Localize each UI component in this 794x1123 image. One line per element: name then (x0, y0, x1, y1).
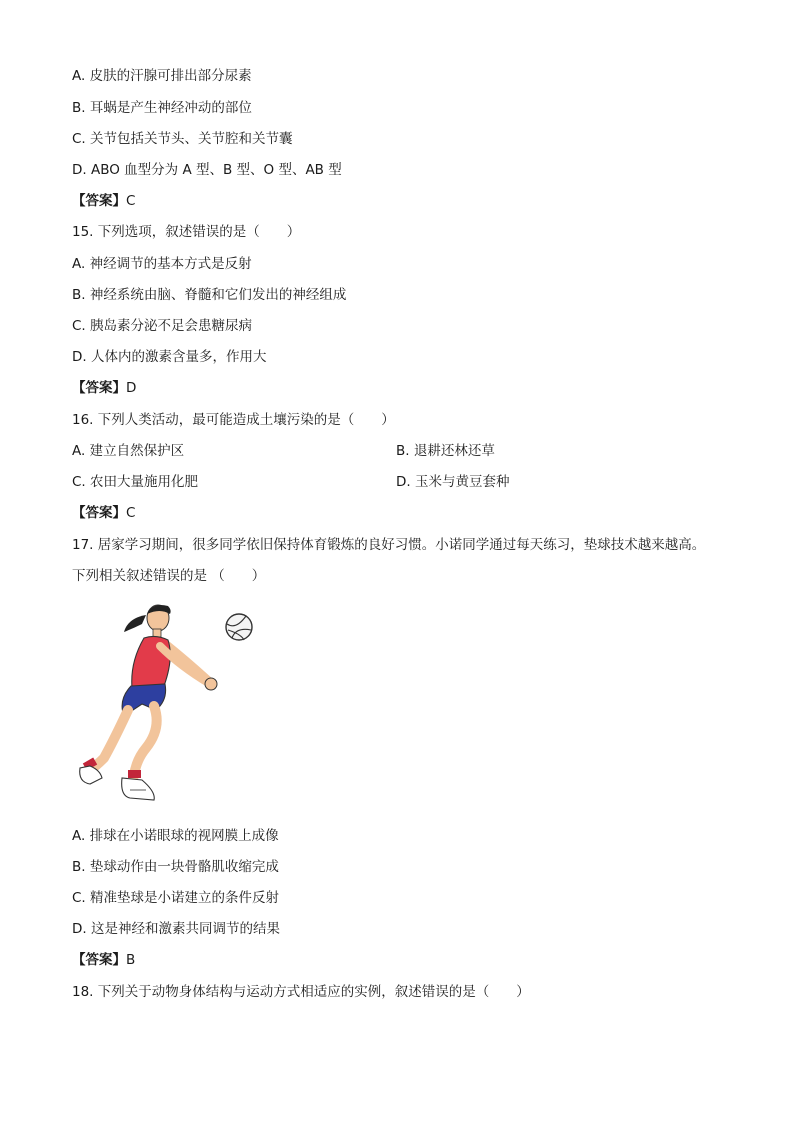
q14-answer (72, 191, 135, 211)
answer-tag: 【答案】 (72, 505, 126, 521)
q15-stem: 15. 下列选项，叙述错误的是（ ） (72, 224, 301, 240)
answer-value: C (126, 505, 136, 521)
q16-option-b: B. 退耕还林还草 (396, 443, 495, 459)
q15-option-a: A. 神经调节的基本方式是反射 (72, 256, 252, 272)
q17-option-a: A. 排球在小诺眼球的视网膜上成像 (72, 828, 279, 844)
answer-tag: 【答案】 (72, 952, 126, 968)
q17-stem-line2: 下列相关叙述错误的是 （ ） (72, 568, 266, 584)
q15-option-c: C. 胰岛素分泌不足会患糖尿病 (72, 318, 253, 334)
q15-option-b: B. 神经系统由脑、脊髓和它们发出的神经组成 (72, 287, 347, 303)
q16-answer (72, 503, 135, 523)
answer-value: C (126, 193, 136, 209)
q14-option-b: B. 耳蜗是产生神经冲动的部位 (72, 100, 252, 116)
q16-option-a: A. 建立自然保护区 (72, 443, 185, 459)
answer-tag: 【答案】 (72, 380, 126, 396)
q15-answer (72, 378, 136, 398)
q14-option-d: D. ABO 血型分为 A 型、B 型、O 型、AB 型 (72, 162, 342, 178)
q17-stem-line1: 17. 居家学习期间，很多同学依旧保持体育锻炼的良好习惯。小诺同学通过每天练习，垫球技术越来越高。 (72, 537, 706, 553)
q16-stem: 16. 下列人类活动，最可能造成土壤污染的是（ ） (72, 412, 395, 428)
q17-answer (72, 950, 135, 970)
q18-stem: 18. 下列关于动物身体结构与运动方式相适应的实例，叙述错误的是（ ） (72, 984, 530, 1000)
answer-value: B (126, 952, 136, 968)
q16-option-c: C. 农田大量施用化肥 (72, 474, 199, 490)
q14-option-a: A. 皮肤的汗腺可排出部分尿素 (72, 68, 252, 84)
q14-option-c: C. 关节包括关节头、关节腔和关节囊 (72, 131, 293, 147)
answer-tag: 【答案】 (72, 193, 126, 209)
q16-option-d: D. 玉米与黄豆套种 (396, 474, 510, 490)
q15-option-d: D. 人体内的激素含量多，作用大 (72, 349, 267, 365)
volleyball-icon (226, 614, 252, 640)
answer-value: D (126, 380, 137, 396)
q17-option-b: B. 垫球动作由一块骨骼肌收缩完成 (72, 859, 279, 875)
volleyball-player-illustration (76, 600, 261, 810)
q17-option-c: C. 精准垫球是小诺建立的条件反射 (72, 890, 280, 906)
q17-option-d: D. 这是神经和激素共同调节的结果 (72, 921, 280, 937)
